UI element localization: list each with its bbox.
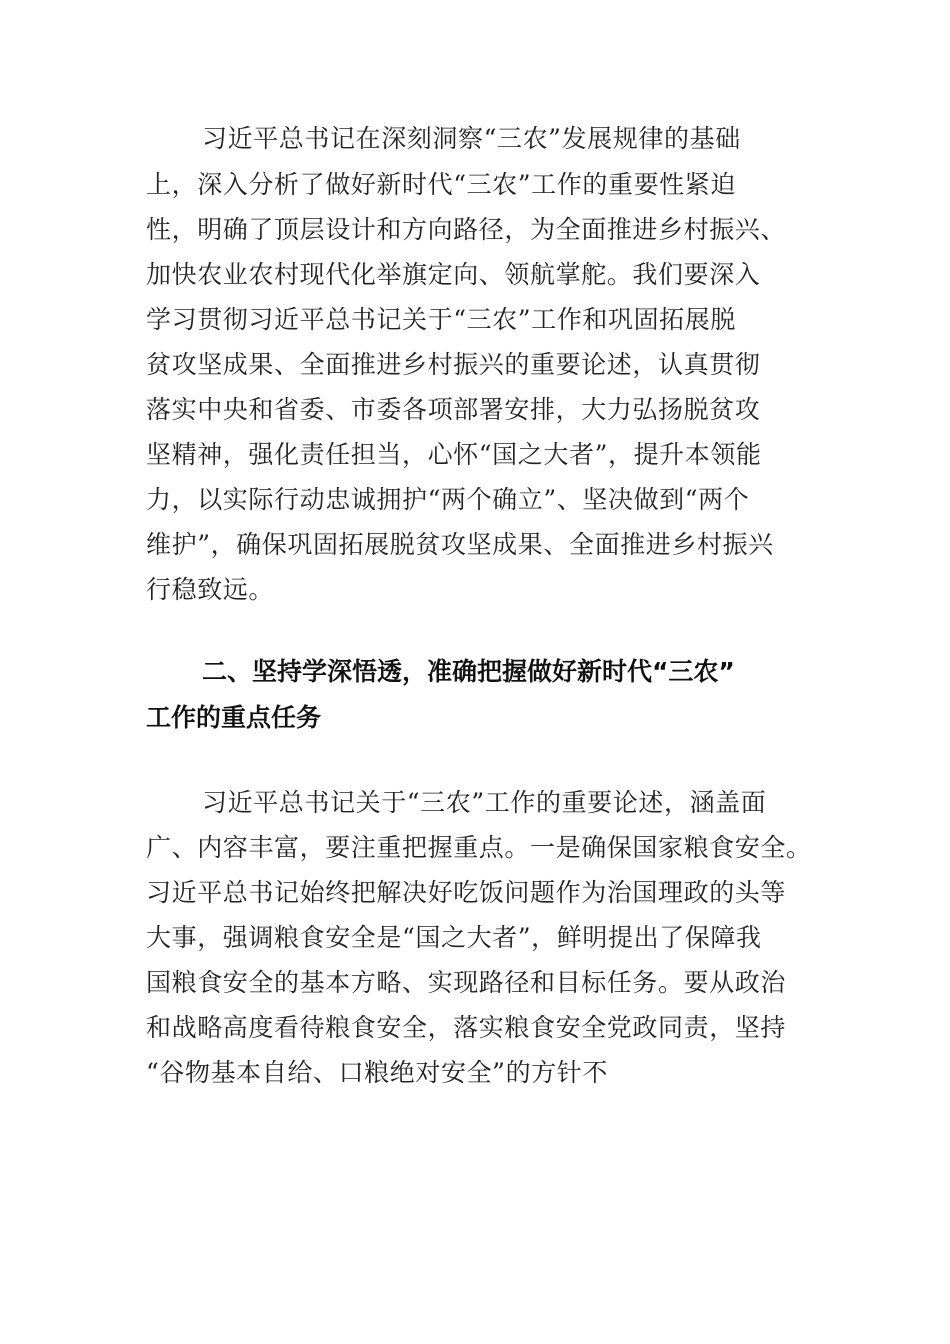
paragraph-line: 习近平总书记在深刻洞察“三农”发展规律的基础 [202,124,741,153]
paragraph-line: 坚精神，强化责任担当，心怀“国之大者”，提升本领能 [146,440,762,469]
paragraph-line: 和战略高度看待粮食安全，落实粮食安全党政同责，坚持 [146,1013,787,1042]
paragraph-line: 学习贯彻习近平总书记关于“三农”工作和巩固拓展脱 [146,305,736,334]
paragraph-line: “谷物基本自给、口粮绝对安全”的方针不 [146,1058,608,1087]
paragraph-line: 习近平总书记关于“三农”工作的重要论述，涵盖面 [202,788,767,817]
paragraph-line: 习近平总书记始终把解决好吃饭问题作为治国理政的头等 [146,878,787,907]
heading-line: 二、坚持学深悟透，准确把握做好新时代“三农” [202,657,735,686]
paragraph-line: 行稳致远。 [146,575,275,604]
paragraph-line: 加快农业农村现代化举旗定向、领航掌舵。我们要深入 [146,260,761,289]
paragraph-line: 维护”，确保巩固拓展脱贫攻坚成果、全面推进乡村振兴 [146,530,774,559]
paragraph-line: 大事，强调粮食安全是“国之大者”，鲜明提出了保障我 [146,923,762,952]
paragraph-line: 落实中央和省委、市委各项部署安排，大力弘扬脱贫攻 [146,395,761,424]
heading-line: 工作的重点任务 [146,703,322,732]
paragraph-line: 上，深入分析了做好新时代“三农”工作的重要性紧迫 [146,170,736,199]
paragraph-line: 性，明确了顶层设计和方向路径，为全面推进乡村振兴、 [146,215,787,244]
paragraph-line: 广、内容丰富，要注重把握重点。一是确保国家粮食安全。 [146,833,812,862]
paragraph-line: 贫攻坚成果、全面推进乡村振兴的重要论述，认真贯彻 [146,350,761,379]
paragraph-line: 力，以实际行动忠诚拥护“两个确立”、坚决做到“两个 [146,485,750,514]
paragraph-line: 国粮食安全的基本方略、实现路径和目标任务。要从政治 [146,968,787,997]
